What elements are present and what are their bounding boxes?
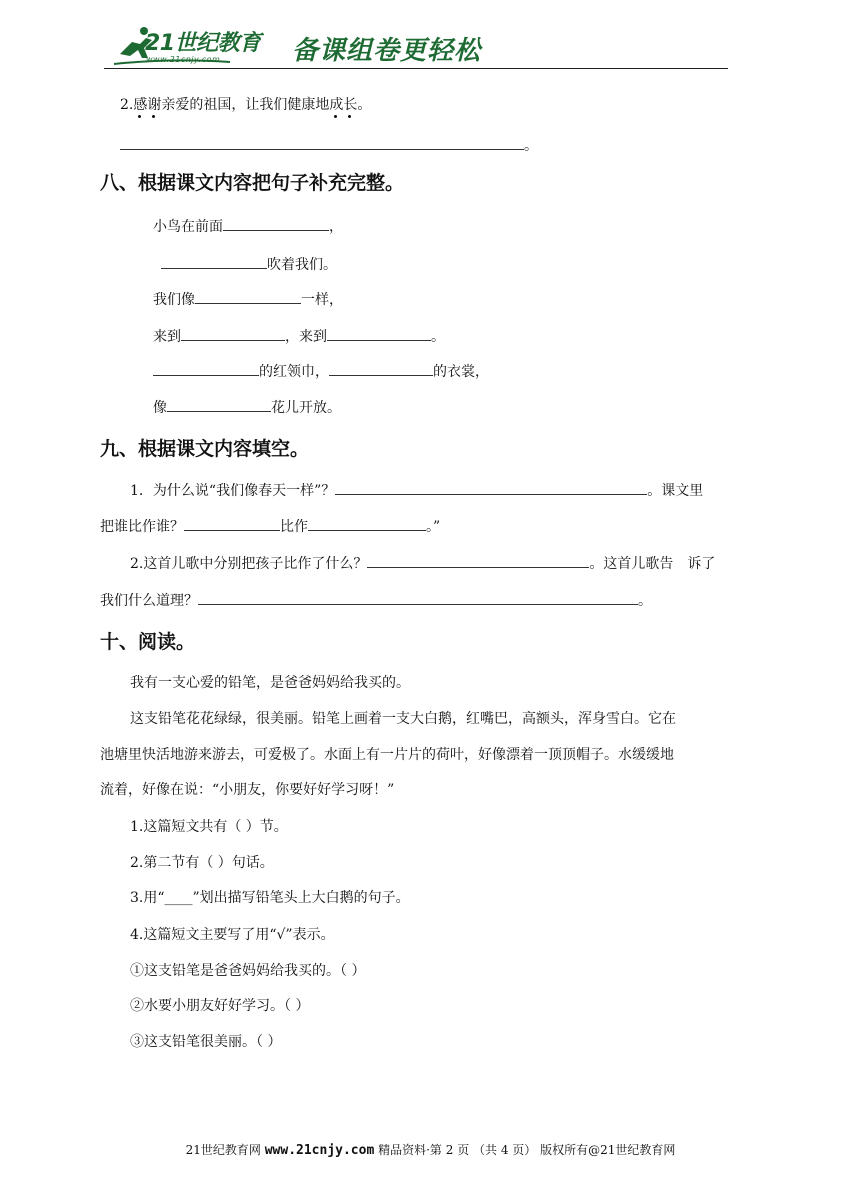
section9-q1-line2: 把谁比作谁？ 比作 。” bbox=[100, 516, 440, 537]
section10-title: 十、阅读。 bbox=[100, 631, 196, 653]
reading-question-4: 4.这篇短文主要写了用“√”表示。 bbox=[130, 927, 335, 943]
reading-question-1: 1.这篇短文共有（ ）节。 bbox=[130, 819, 288, 835]
section9-q1-line1: 1．为什么说“我们像春天一样”？ 。课文里 bbox=[130, 480, 703, 501]
reading-paragraph-2-line3: 流着，好像在说：“小朋友，你要好好学习呀！” bbox=[100, 782, 395, 798]
section9-q2-line1: 2.这首儿歌中分别把孩子比作了什么？ 。这首儿歌告 诉了 bbox=[130, 553, 715, 574]
blank[interactable] bbox=[327, 326, 431, 341]
section7-item2: 2.感谢 亲爱的祖国，让我们健康地成长 。 bbox=[120, 95, 371, 115]
reading-option-2: ②水要小朋友好好学习。（ ） bbox=[130, 998, 310, 1014]
blank[interactable] bbox=[153, 361, 259, 376]
section8-line4: 来到 ，来到 。 bbox=[153, 326, 445, 347]
section8-line3: 我们像 一样， bbox=[153, 289, 343, 310]
blank[interactable] bbox=[329, 361, 433, 376]
reading-paragraph-2-line1: 这支铅笔花花绿绿，很美丽。铅笔上画着一支大白鹅，红嘴巴，高额头，浑身雪白。它在 bbox=[130, 711, 676, 727]
dotted-word-1: 感谢 bbox=[133, 97, 161, 113]
blank[interactable] bbox=[167, 397, 271, 412]
header-slogan: 备课组卷更轻松 bbox=[292, 36, 482, 66]
blank[interactable] bbox=[335, 480, 647, 495]
header-divider bbox=[104, 68, 728, 69]
section8-line1: 小鸟在前面 ， bbox=[153, 216, 343, 237]
blank[interactable] bbox=[223, 216, 329, 231]
section7-answer-line: 。 bbox=[120, 135, 538, 156]
blank[interactable] bbox=[308, 516, 426, 531]
blank[interactable] bbox=[181, 326, 285, 341]
section9-title: 九、根据课文内容填空。 bbox=[100, 438, 310, 460]
reading-question-2: 2.第二节有（ ）句话。 bbox=[130, 855, 274, 871]
dotted-word-2: 成长 bbox=[329, 97, 357, 113]
blank[interactable] bbox=[184, 516, 280, 531]
logo-url: www.21cnjy.com bbox=[146, 55, 221, 64]
reading-question-3: 3.用“____”划出描写铅笔头上大白鹅的句子。 bbox=[130, 890, 410, 906]
footer-url: www.21cnjy.com bbox=[264, 1143, 375, 1158]
page-footer: 21世纪教育网 www.21cnjy.com 精品资料·第 2 页 （共 4 页） 版权所有@21世纪教育网 bbox=[185, 1143, 676, 1158]
reading-paragraph-2-line2: 池塘里快活地游来游去，可爱极了。水面上有一片片的荷叶，好像漂着一顶顶帽子。水缓缓地 bbox=[100, 747, 674, 763]
section8-line5: 的红领巾， 的衣裳， bbox=[153, 361, 489, 382]
blank[interactable] bbox=[198, 590, 638, 605]
reading-paragraph-1: 我有一支心爱的铅笔，是爸爸妈妈给我买的。 bbox=[130, 675, 410, 691]
section8-line6: 像 花儿开放。 bbox=[153, 397, 341, 418]
reading-option-3: ③这支铅笔很美丽。（ ） bbox=[130, 1034, 282, 1050]
blank[interactable] bbox=[367, 553, 589, 568]
answer-blank[interactable] bbox=[120, 135, 524, 150]
section9-q2-line2: 我们什么道理？ 。 bbox=[100, 590, 652, 611]
blank[interactable] bbox=[161, 254, 267, 269]
section8-title: 八、根据课文内容把句子补充完整。 bbox=[100, 172, 405, 194]
blank[interactable] bbox=[195, 289, 301, 304]
logo-text: 21世纪教育 bbox=[145, 31, 261, 56]
section8-line2: 吹着我们。 bbox=[161, 254, 337, 275]
reading-option-1: ①这支铅笔是爸爸妈妈给我买的。（ ） bbox=[130, 963, 366, 979]
